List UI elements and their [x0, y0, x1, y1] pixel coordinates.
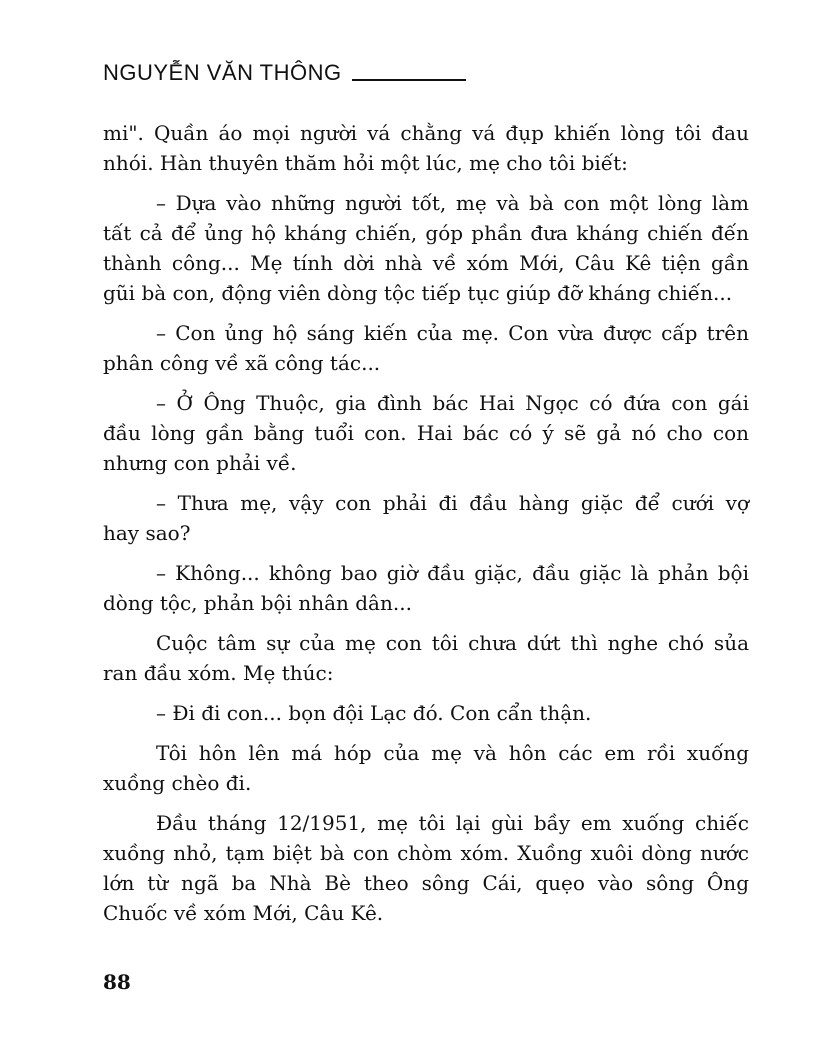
text-line: xuồng chèo đi.	[103, 771, 252, 795]
paragraph	[103, 738, 749, 798]
text-line: lớn từ ngã ba Nhà Bè theo sông Cái, quẹo vào sông Ông	[103, 871, 749, 895]
text-line: mi". Quần áo mọi người vá chằng vá đụp khiến lòng tôi đau	[103, 121, 749, 145]
text-line: – Con ủng hộ sáng kiến của mẹ. Con vừa được cấp trên	[156, 321, 749, 345]
text-line: Chuốc về xóm Mới, Câu Kê.	[103, 901, 384, 925]
text-line: đầu lòng gần bằng tuổi con. Hai bác có ý sẽ gả nó cho con	[103, 421, 749, 445]
text-line: xuồng nhỏ, tạm biệt bà con chòm xóm. Xuồng xuôi dòng nước	[103, 841, 749, 865]
text-line: tất cả để ủng hộ kháng chiến, góp phần đưa kháng chiến đến	[103, 221, 749, 245]
paragraph	[103, 488, 749, 548]
paragraph	[103, 628, 749, 688]
paragraph	[103, 808, 749, 928]
running-header	[103, 60, 466, 86]
text-line: nhói. Hàn thuyên thăm hỏi một lúc, mẹ cho tôi biết:	[103, 151, 628, 175]
text-line: gũi bà con, động viên dòng tộc tiếp tục giúp đỡ kháng chiến...	[103, 281, 733, 305]
paragraph	[103, 318, 749, 378]
text-line: dòng tộc, phản bội nhân dân...	[103, 591, 412, 615]
text-line: nhưng con phải về.	[103, 451, 297, 475]
text-line: – Dựa vào những người tốt, mẹ và bà con một lòng làm	[156, 191, 749, 215]
text-line: – Không... không bao giờ đầu giặc, đầu giặc là phản bội	[156, 561, 749, 585]
text-line: ran đầu xóm. Mẹ thúc:	[103, 661, 334, 685]
text-line: hay sao?	[103, 521, 191, 545]
page-number: 88	[103, 970, 131, 994]
text-line: Tôi hôn lên má hóp của mẹ và hôn các em rồi xuống	[156, 741, 749, 765]
text-line: Cuộc tâm sự của mẹ con tôi chưa dứt thì nghe chó sủa	[156, 631, 749, 655]
text-line: phân công về xã công tác...	[103, 351, 381, 375]
header-rule	[352, 79, 466, 81]
text-line: – Đi đi con... bọn đội Lạc đó. Con cẩn thận.	[156, 701, 592, 725]
text-line: – Ở Ông Thuộc, gia đình bác Hai Ngọc có đứa con gái	[156, 391, 749, 415]
text-line: Đầu tháng 12/1951, mẹ tôi lại gùi bầy em xuống chiếc	[156, 811, 749, 835]
paragraph	[103, 118, 749, 178]
text-line: – Thưa mẹ, vậy con phải đi đầu hàng giặc để cưới vợ	[156, 491, 749, 515]
paragraph	[103, 698, 749, 728]
text-line: thành công... Mẹ tính dời nhà về xóm Mới, Câu Kê tiện gần	[103, 251, 749, 275]
paragraph	[103, 188, 749, 308]
body-text	[103, 118, 749, 938]
paragraph	[103, 388, 749, 478]
paragraph	[103, 558, 749, 618]
running-title: NGUYỄN VĂN THÔNG	[103, 60, 342, 85]
